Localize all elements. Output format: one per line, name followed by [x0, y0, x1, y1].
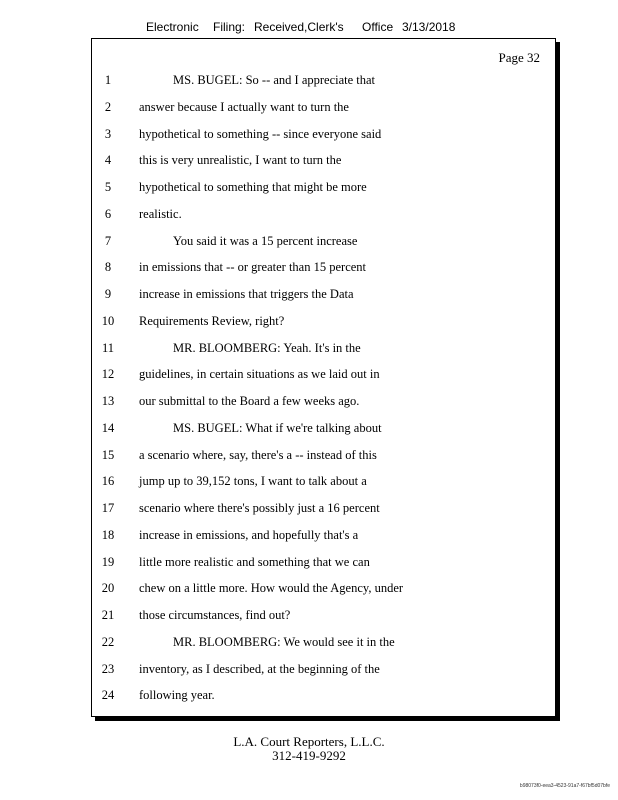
line-text: in emissions that -- or greater than 15 percent — [139, 260, 367, 275]
line-number: 3 — [104, 126, 112, 141]
line-text: guidelines, in certain situations as we laid out in — [139, 367, 380, 382]
header-date: 3/13/2018 — [402, 20, 456, 34]
transcript-line — [91, 608, 556, 628]
line-number: 22 — [101, 634, 115, 649]
transcript-line — [91, 341, 556, 361]
line-number: 6 — [104, 206, 112, 221]
line-number: 9 — [104, 287, 112, 301]
line-number: 23 — [101, 661, 115, 676]
line-text: MR. BLOOMBERG: Yeah. It's in the — [173, 340, 361, 355]
header-filing: Filing: — [213, 20, 246, 34]
transcript-line — [91, 474, 556, 494]
transcript-line — [91, 635, 556, 655]
line-text: a scenario where, say, there's a -- instead of this — [139, 447, 377, 462]
line-number: 16 — [101, 474, 115, 489]
line-number: 19 — [101, 554, 115, 569]
line-number: 8 — [104, 260, 112, 275]
header-received: Received,Clerk's — [254, 20, 344, 34]
line-text: those circumstances, find out? — [139, 608, 291, 622]
line-text: MR. BLOOMBERG: We would see it in the — [173, 634, 395, 649]
transcript-line — [91, 153, 556, 173]
line-text: our submittal to the Board a few weeks ago. — [139, 394, 360, 408]
line-text: increase in emissions that triggers the Data — [139, 287, 354, 301]
line-text: following year. — [139, 688, 215, 703]
line-number: 14 — [101, 420, 115, 435]
line-number: 15 — [101, 447, 115, 462]
line-text: jump up to 39,152 tons, I want to talk about a — [139, 474, 367, 489]
line-number: 11 — [101, 340, 115, 355]
document-hash: b98073f0-eea3-4523-91a7-f67bf5d07bfe — [519, 783, 610, 789]
page-number: Page 32 — [498, 50, 540, 65]
line-text: answer because I actually want to turn the — [139, 99, 349, 114]
line-number: 21 — [101, 608, 115, 622]
transcript-line — [91, 528, 556, 548]
line-text: realistic. — [139, 206, 182, 221]
line-text: MS. BUGEL: So -- and I appreciate that — [173, 73, 376, 87]
transcript-line — [91, 688, 556, 708]
transcript-line — [91, 127, 556, 147]
line-number: 7 — [104, 233, 112, 248]
line-text: little more realistic and something that we can — [139, 554, 370, 569]
transcript-line — [91, 555, 556, 575]
footer-phone: 312-419-9292 — [272, 748, 346, 763]
line-number: 2 — [104, 99, 112, 114]
line-text: MS. BUGEL: What if we're talking about — [173, 420, 382, 435]
footer-company: L.A. Court Reporters, L.L.C. — [233, 734, 385, 749]
line-text: hypothetical to something that might be more — [139, 180, 367, 194]
transcript-line — [91, 287, 556, 307]
line-text: inventory, as I described, at the beginning of the — [139, 661, 380, 676]
filing-header — [0, 20, 618, 38]
transcript-line — [91, 367, 556, 387]
line-number: 17 — [101, 501, 115, 515]
transcript-line — [91, 662, 556, 682]
transcript-line — [91, 581, 556, 601]
line-number: 13 — [101, 394, 115, 408]
transcript-line — [91, 100, 556, 120]
header-electronic: Electronic — [146, 20, 199, 34]
transcript-line — [91, 421, 556, 441]
line-number: 1 — [104, 73, 112, 87]
transcript-line — [91, 394, 556, 414]
line-number: 4 — [104, 153, 112, 168]
line-number: 20 — [101, 581, 115, 596]
line-number: 24 — [101, 688, 115, 703]
transcript-line — [91, 73, 556, 93]
line-text: scenario where there's possibly just a 16 percent — [139, 501, 380, 515]
line-text: chew on a little more. How would the Agency, under — [139, 581, 404, 596]
transcript-line — [91, 207, 556, 227]
transcript-line — [91, 234, 556, 254]
transcript-line — [91, 448, 556, 468]
transcript-line — [91, 314, 556, 334]
line-text: hypothetical to something -- since everyone said — [139, 126, 382, 141]
transcript-line — [91, 501, 556, 521]
line-number: 5 — [104, 180, 112, 194]
transcript-line — [91, 260, 556, 280]
line-number: 12 — [101, 367, 115, 382]
line-text: You said it was a 15 percent increase — [173, 233, 358, 248]
line-number: 10 — [101, 313, 115, 328]
transcript-line — [91, 180, 556, 200]
line-text: Requirements Review, right? — [139, 313, 285, 328]
header-office: Office — [362, 20, 394, 34]
line-text: this is very unrealistic, I want to turn the — [139, 153, 342, 168]
line-text: increase in emissions, and hopefully that's a — [139, 527, 359, 542]
line-number: 18 — [101, 527, 115, 542]
